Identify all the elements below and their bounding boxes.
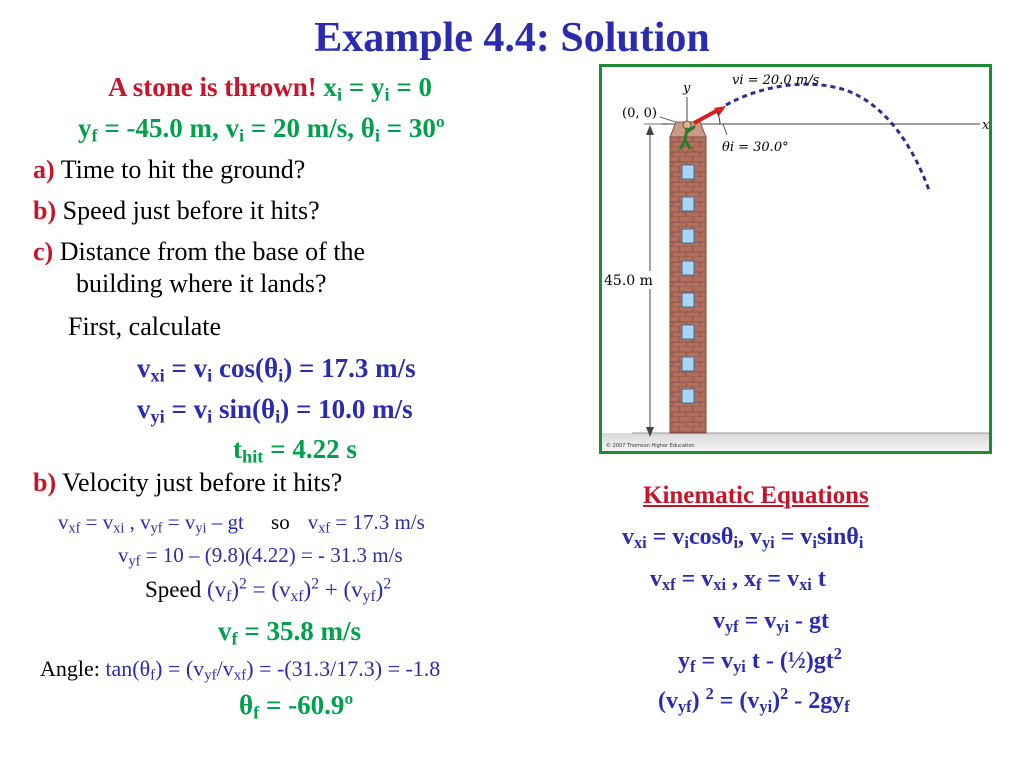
angle-equation: Angle: $\tan(\theta_f) = (v_{yf}/v_{xf}) = -(31.3/17.3) = -1.8$ xyxy=(40,656,441,684)
problem-origin: $x_i = y_i = 0$ xyxy=(323,72,433,105)
time-hit-equation: $t_{hit} = 4.22$ s xyxy=(233,434,357,467)
problem-line-1 xyxy=(108,72,432,103)
question-a: a) Time to hit the ground? xyxy=(33,155,306,184)
kinematic-heading: Kinematic Equations xyxy=(643,482,869,509)
final-angle: $\theta_f$ = -60.9º xyxy=(239,690,354,723)
theta-label: θi = 30.0° xyxy=(722,140,789,155)
y-axis-label: y xyxy=(683,81,691,96)
problem-lead: A stone is thrown! xyxy=(108,72,317,102)
velocity-line-2: $v_{yf} = 10 - (9.8)(4.22)$ = - 31.3 m/s xyxy=(118,543,403,570)
kinematic-eq-3: $v_{yf} = v_{yi}$ - gt xyxy=(713,608,829,637)
velocity-line-1: $v_{xf} = v_{xi}$ , $v_{yf} = v_{yi}$ – gt so $v_{xf} = 17.3$ m/s xyxy=(58,510,425,537)
kinematic-eq-1: $v_{xi} = v_i\cos\theta_i$, $v_{yi} = v_i\sin\theta_i$ xyxy=(622,524,864,553)
kinematic-eq-2: $v_{xf} = v_{xi}$ , $x_f = v_{xi}$ t xyxy=(650,566,826,595)
final-speed: $v_f = 35.8$ m/s xyxy=(218,616,362,649)
copyright-text: © 2007 Thomson Higher Education xyxy=(606,443,695,449)
question-c: c) Distance from the base of the xyxy=(33,237,366,266)
kinematic-eq-4: $y_f = v_{yi}$ t - $(\frac{1}{2})gt^2$ xyxy=(678,644,842,677)
x-axis-label: x xyxy=(982,118,989,133)
question-b: b) Speed just before it hits? xyxy=(33,196,320,225)
slide-title: Example 4.4: Solution xyxy=(314,15,710,61)
height-label: 45.0 m xyxy=(604,273,653,289)
kinematic-eq-5: $(v_{yf}) ^2 = (v_{yi})^2 - 2gy_f$ xyxy=(658,684,850,717)
first-calc-intro: First, calculate xyxy=(68,312,222,341)
speed-equation: Speed $(v_f)^2 = (v_{xf})^2 + (v_{yf})^2$ xyxy=(145,575,392,605)
vxi-equation: $v_{xi} = v_i$ $\cos(\theta_i) = 17.3$ m/s xyxy=(137,353,416,386)
vyi-equation: $v_{yi} = v_i$ $\sin(\theta_i) = 10.0$ m/s xyxy=(137,394,413,427)
projectile-diagram xyxy=(602,67,989,451)
problem-line-2: $y_f = -45.0$ m, $v_i = 20$ m/s, $\theta_i$ = 30º xyxy=(78,113,445,146)
projectile-figure xyxy=(599,64,992,454)
velocity-question: b) Velocity just before it hits? xyxy=(33,468,343,497)
question-c-continued: building where it lands? xyxy=(76,269,327,298)
trajectory xyxy=(726,84,930,193)
origin-label: (0, 0) xyxy=(622,106,657,121)
initial-velocity-label: vi = 20.0 m/s xyxy=(732,73,820,88)
